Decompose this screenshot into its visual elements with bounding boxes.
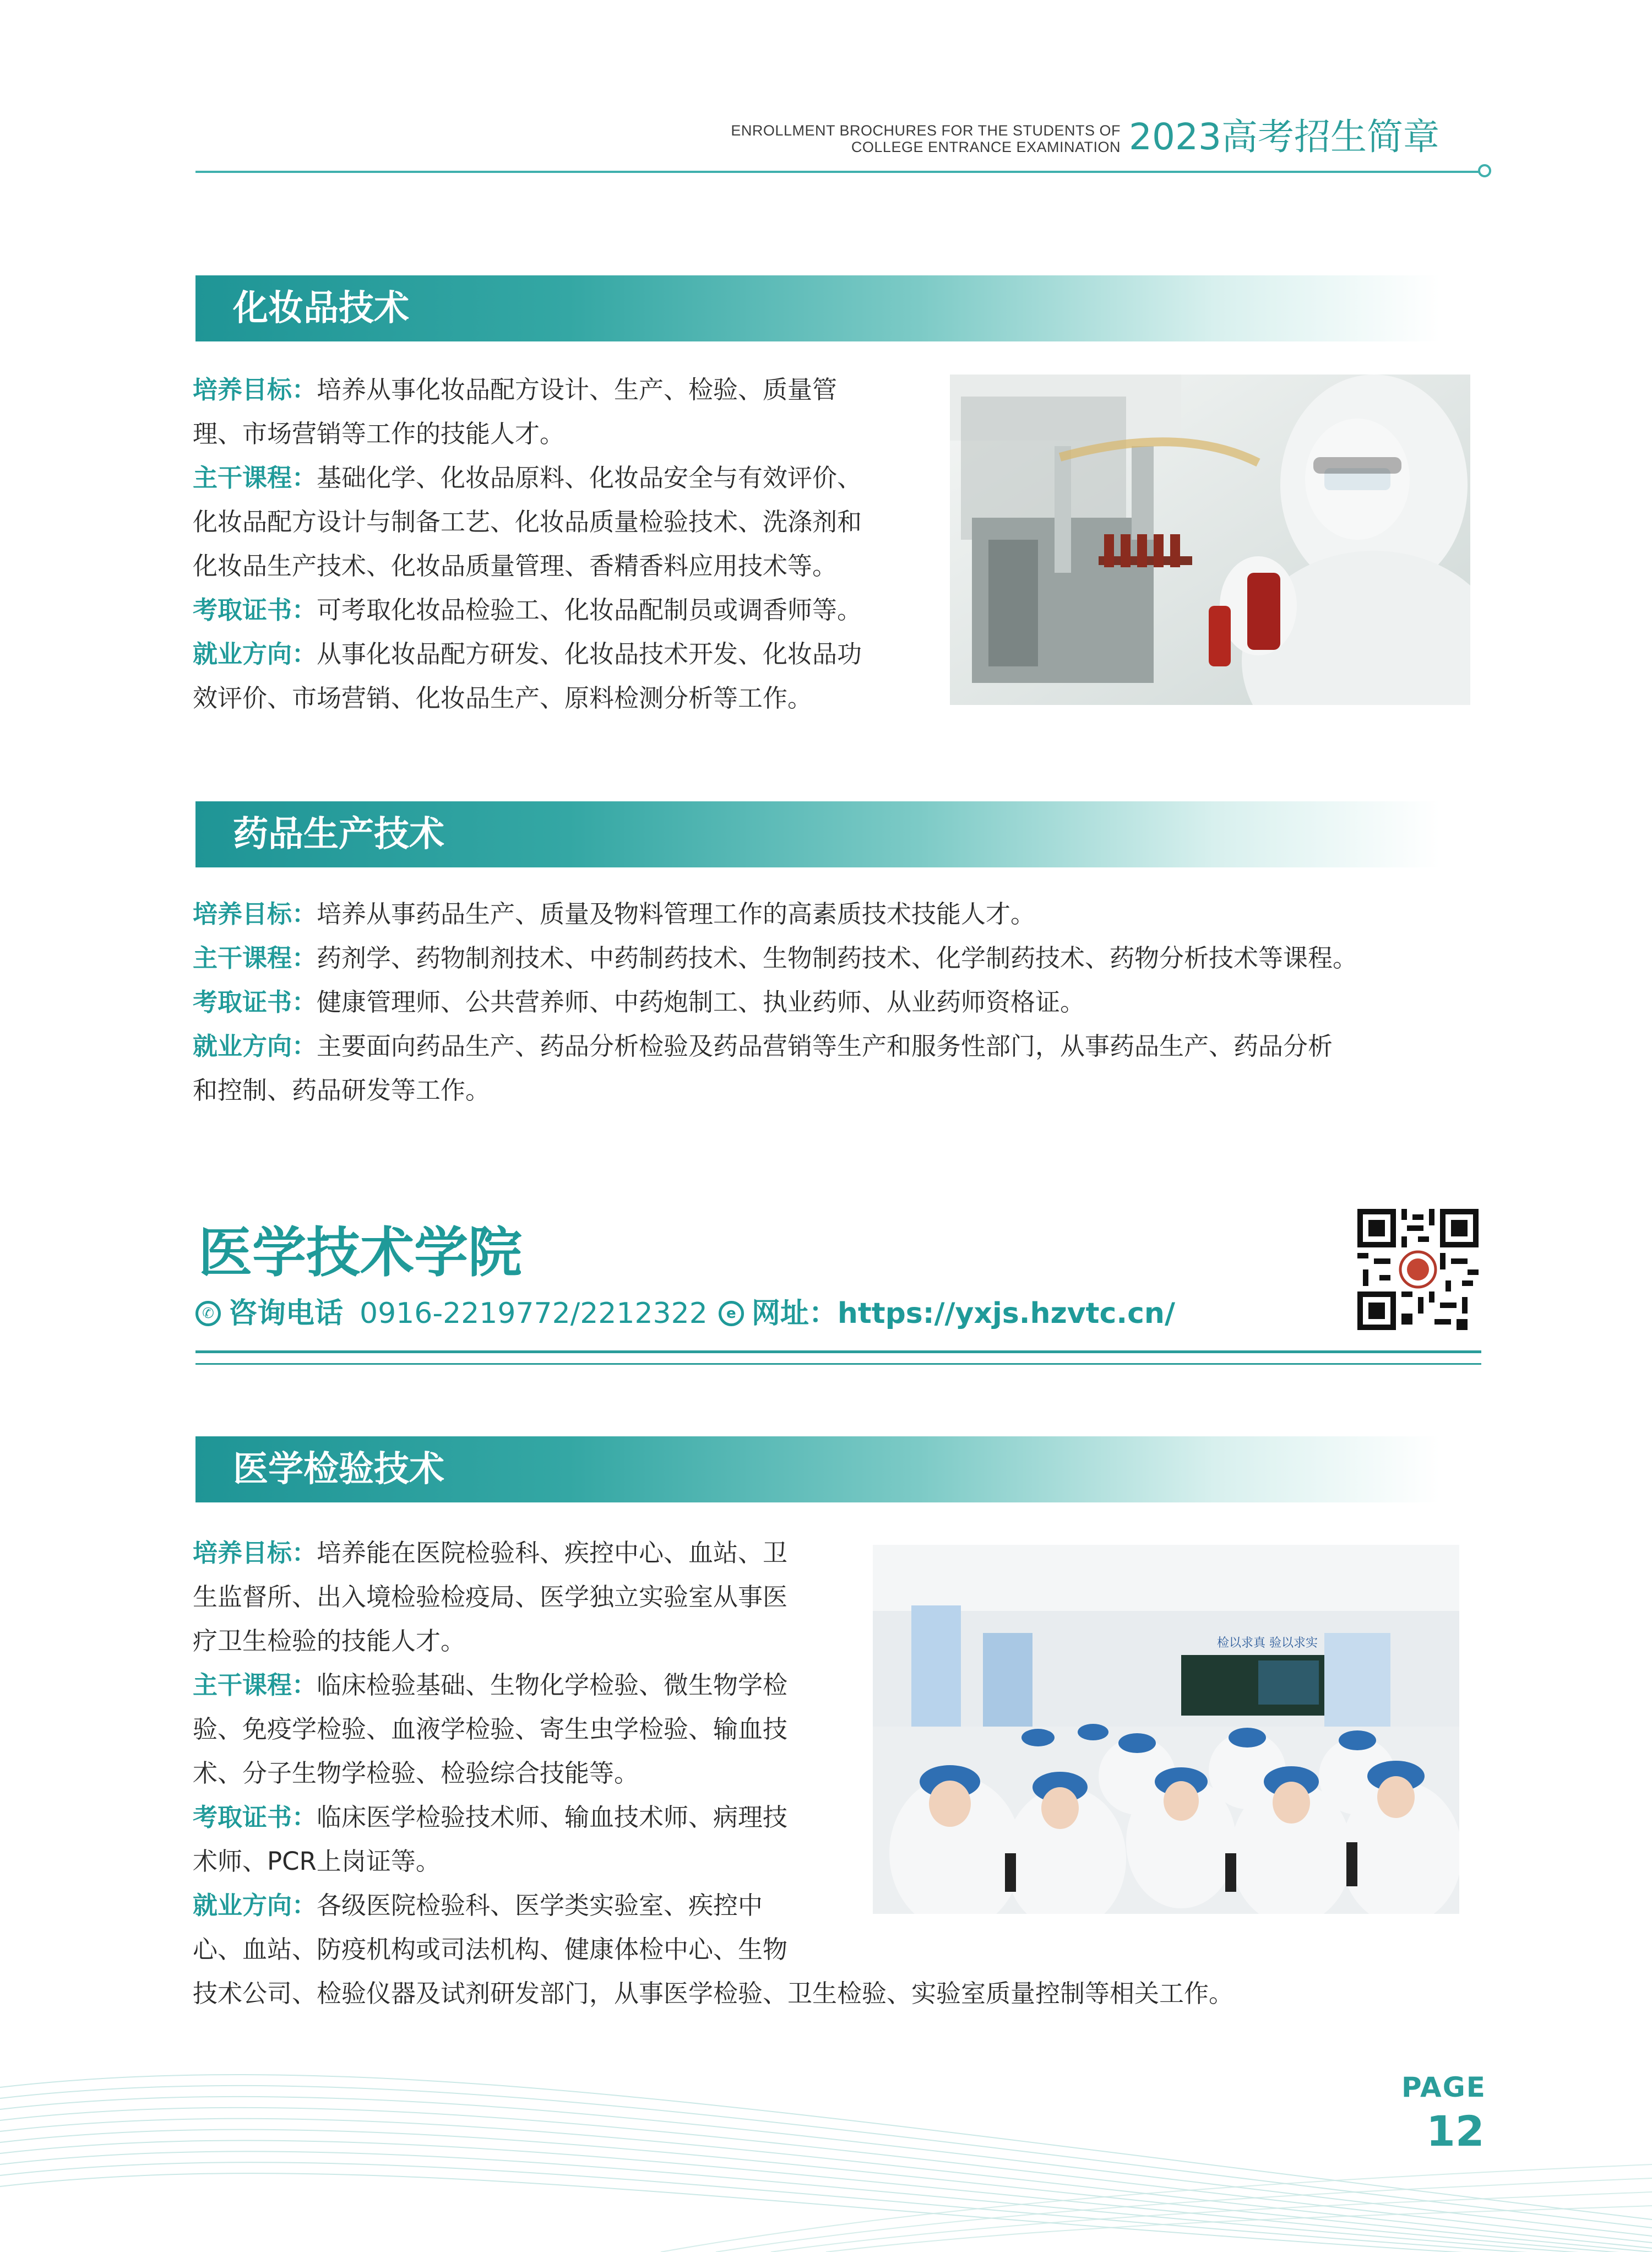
goal-text: 培养从事药品生产、质量及物料管理工作的高素质技术技能人才。: [317, 899, 1036, 929]
courses-label: 主干课程：: [193, 463, 317, 492]
employment-text: 心、血站、防疫机构或司法机构、健康体检中心、生物: [193, 1935, 788, 1964]
courses-text: 基础化学、化妆品原料、化妆品安全与有效评价、: [317, 463, 862, 492]
section-title: 医学检验技术: [233, 1449, 444, 1490]
header-english: [731, 122, 1121, 155]
section-title-bar: [195, 1436, 1440, 1502]
employment-text: 从事化妆品配方研发、化妆品技术开发、化妆品功: [317, 639, 862, 669]
web-label: 网址：: [751, 1297, 838, 1330]
qr-code: [1357, 1209, 1479, 1330]
courses-text: 术、分子生物学检验、检验综合技能等。: [193, 1759, 639, 1788]
section-title: 化妆品技术: [233, 288, 409, 329]
section-body: [193, 892, 1481, 1113]
web-icon: e: [719, 1301, 744, 1326]
header-divider: [195, 171, 1481, 173]
goal-label: 培养目标：: [193, 899, 317, 929]
certificates-label: 考取证书：: [193, 595, 317, 625]
section-body: [193, 368, 942, 720]
classroom-banner: 检以求真 验以求实: [1217, 1636, 1318, 1650]
page-label: PAGE: [1401, 2071, 1486, 2103]
goal-text: 生监督所、出入境检验检疫局、医学独立实验室从事医: [193, 1582, 788, 1611]
courses-label: 主干课程：: [193, 943, 317, 973]
certificates-label: 考取证书：: [193, 1803, 317, 1832]
goal-text: 理、市场营销等工作的技能人才。: [193, 419, 565, 448]
goal-text: 培养从事化妆品配方设计、生产、检验、质量管: [317, 375, 838, 404]
section-title: 药品生产技术: [233, 814, 444, 855]
employment-text: 各级医院检验科、医学类实验室、疾控中: [317, 1891, 763, 1920]
header-title: 2023高考招生简章: [1129, 116, 1439, 158]
phone-icon: ✆: [195, 1301, 221, 1326]
courses-text: 临床检验基础、生物化学检验、微生物学检: [317, 1670, 788, 1700]
college-name: 医学技术学院: [198, 1222, 523, 1284]
classroom-photo-illustration: [873, 1545, 1459, 1914]
employment-text: 技术公司、检验仪器及试剂研发部门，从事医学检验、卫生检验、实验室质量控制等相关工作。: [193, 1979, 1234, 2008]
courses-label: 主干课程：: [193, 1670, 317, 1700]
certificates-text: 可考取化妆品检验工、化妆品配制员或调香师等。: [317, 595, 862, 625]
header-english-line1: ENROLLMENT BROCHURES FOR THE STUDENTS OF: [731, 122, 1121, 139]
college-contact: [195, 1291, 1175, 1336]
employment-text: 主要面向药品生产、药品分析检验及药品营销等生产和服务性部门，从事药品生产、药品分析: [317, 1032, 1333, 1061]
cosmetics-lab-photo-illustration: [950, 375, 1470, 705]
employment-label: 就业方向：: [193, 1032, 317, 1061]
goal-text: 培养能在医院检验科、疾控中心、血站、卫: [317, 1538, 788, 1567]
section-title-bar: [195, 275, 1440, 341]
goal-text: 疗卫生检验的技能人才。: [193, 1626, 466, 1656]
college-divider-thin: [195, 1363, 1481, 1365]
section-title-bar: [195, 801, 1440, 867]
goal-label: 培养目标：: [193, 375, 317, 404]
employment-label: 就业方向：: [193, 639, 317, 669]
employment-label: 就业方向：: [193, 1891, 317, 1920]
page-number: 12: [1426, 2107, 1485, 2156]
employment-text: 效评价、市场营销、化妆品生产、原料检测分析等工作。: [193, 683, 813, 713]
header-english-line2: COLLEGE ENTRANCE EXAMINATION: [851, 139, 1121, 155]
medical-lab-classroom-photo: [873, 1545, 1459, 1914]
employment-text: 和控制、药品研发等工作。: [193, 1076, 491, 1105]
courses-text: 药剂学、药物制剂技术、中药制药技术、生物制药技术、化学制药技术、药物分析技术等课程。: [317, 943, 1358, 973]
phone-number: 0916-2219772/2212322: [360, 1297, 708, 1330]
certificates-text: 临床医学检验技术师、输血技术师、病理技: [317, 1803, 788, 1832]
courses-text: 化妆品配方设计与制备工艺、化妆品质量检验技术、洗涤剂和: [193, 507, 862, 536]
website-link[interactable]: https://yxjs.hzvtc.cn/: [837, 1297, 1175, 1330]
certificates-text: 术师、PCR上岗证等。: [193, 1847, 441, 1876]
certificates-label: 考取证书：: [193, 987, 317, 1017]
decorative-waves: [0, 2038, 1652, 2252]
phone-label: 咨询电话: [229, 1297, 344, 1330]
certificates-text: 健康管理师、公共营养师、中药炮制工、执业药师、从业药师资格证。: [317, 987, 1085, 1017]
courses-text: 验、免疫学检验、血液学检验、寄生虫学检验、输血技: [193, 1714, 788, 1744]
college-divider: [195, 1350, 1481, 1353]
goal-label: 培养目标：: [193, 1538, 317, 1567]
courses-text: 化妆品生产技术、化妆品质量管理、香精香料应用技术等。: [193, 551, 838, 580]
cosmetics-lab-photo: [950, 375, 1470, 705]
header-divider-dot: [1478, 164, 1491, 177]
